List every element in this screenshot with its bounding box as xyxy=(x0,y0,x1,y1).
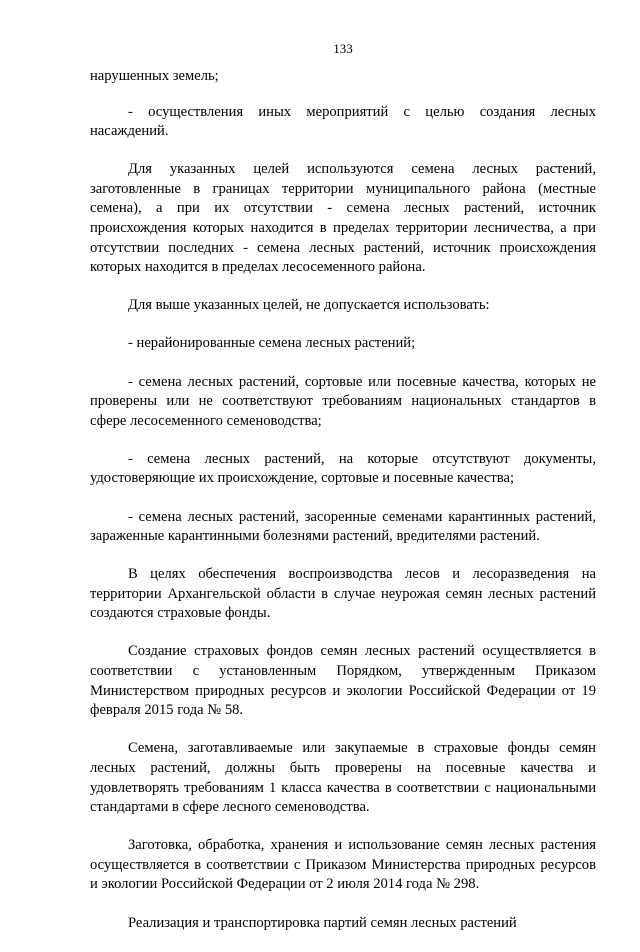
paragraph-seed-processing: Заготовка, обработка, хранения и использование семян лесных растения осуществляется в соответствии с Приказом Министерства природных ресурсов и экологии Российской Федерации от 2 июля 2014 года № 298. xyxy=(90,837,596,893)
paragraph-seed-transport: Реализация и транспортировка партий семян лесных растений xyxy=(128,914,517,931)
paragraph-list-item: - семена лесных растений, на которые отсутствуют документы, удостоверяющие их происхождение, сортовые и посевные качества; xyxy=(90,450,596,487)
document-body xyxy=(90,67,596,952)
paragraph-insurance-funds: В целях обеспечения воспроизводства лесов и лесоразведения на территории Архангельской области в случае неурожая семян лесных растений создаются страховые фонды. xyxy=(90,566,596,622)
paragraph-list-item: - семена лесных растений, засоренные семенами карантинных растений, зараженные карантинными болезнями растений, вредителями растений. xyxy=(90,508,596,545)
paragraph-funds-creation: Создание страховых фондов семян лесных растений осуществляется в соответствии с установленным Порядком, утвержденным Приказом Министерством природных ресурсов и экологии Российской Федерации от 19 февраля 2015 года № 58. xyxy=(90,643,596,719)
paragraph-seed-quality: Семена, заготавливаемые или закупаемые в страховые фонды семян лесных растений, должны быть проверены на посевные качества и удовлетворять требованиям 1 класса качества в соответствии с национальными стандартами в сфере лесного семеноводства. xyxy=(90,740,596,816)
document-page xyxy=(90,0,596,931)
paragraph-prohibited-intro: Для выше указанных целей, не допускается использовать: xyxy=(128,297,490,314)
paragraph-list-item: - нерайонированные семена лесных растений; xyxy=(128,335,416,352)
paragraph-seed-sources: Для указанных целей используются семена лесных растений, заготовленные в границах территории муниципального района (местные семена), а при их отсутствии - семена лесных растений, источник происхождения которых находится в пределах территории лесничества, а при отсутствии последних - семена лесных растений, источник происхождения которых находится в пределах лесосеменного района. xyxy=(90,161,596,276)
paragraph-continuation: нарушенных земель; xyxy=(90,68,219,84)
paragraph-list-item: - осуществления иных мероприятий с целью создания лесных насаждений. xyxy=(90,103,596,140)
page-number: 133 xyxy=(333,41,353,56)
paragraph-list-item: - семена лесных растений, сортовые или посевные качества, которых не проверены или не соответствуют требованиям национальных стандартов в сфере лесосеменного семеноводства; xyxy=(90,373,596,429)
